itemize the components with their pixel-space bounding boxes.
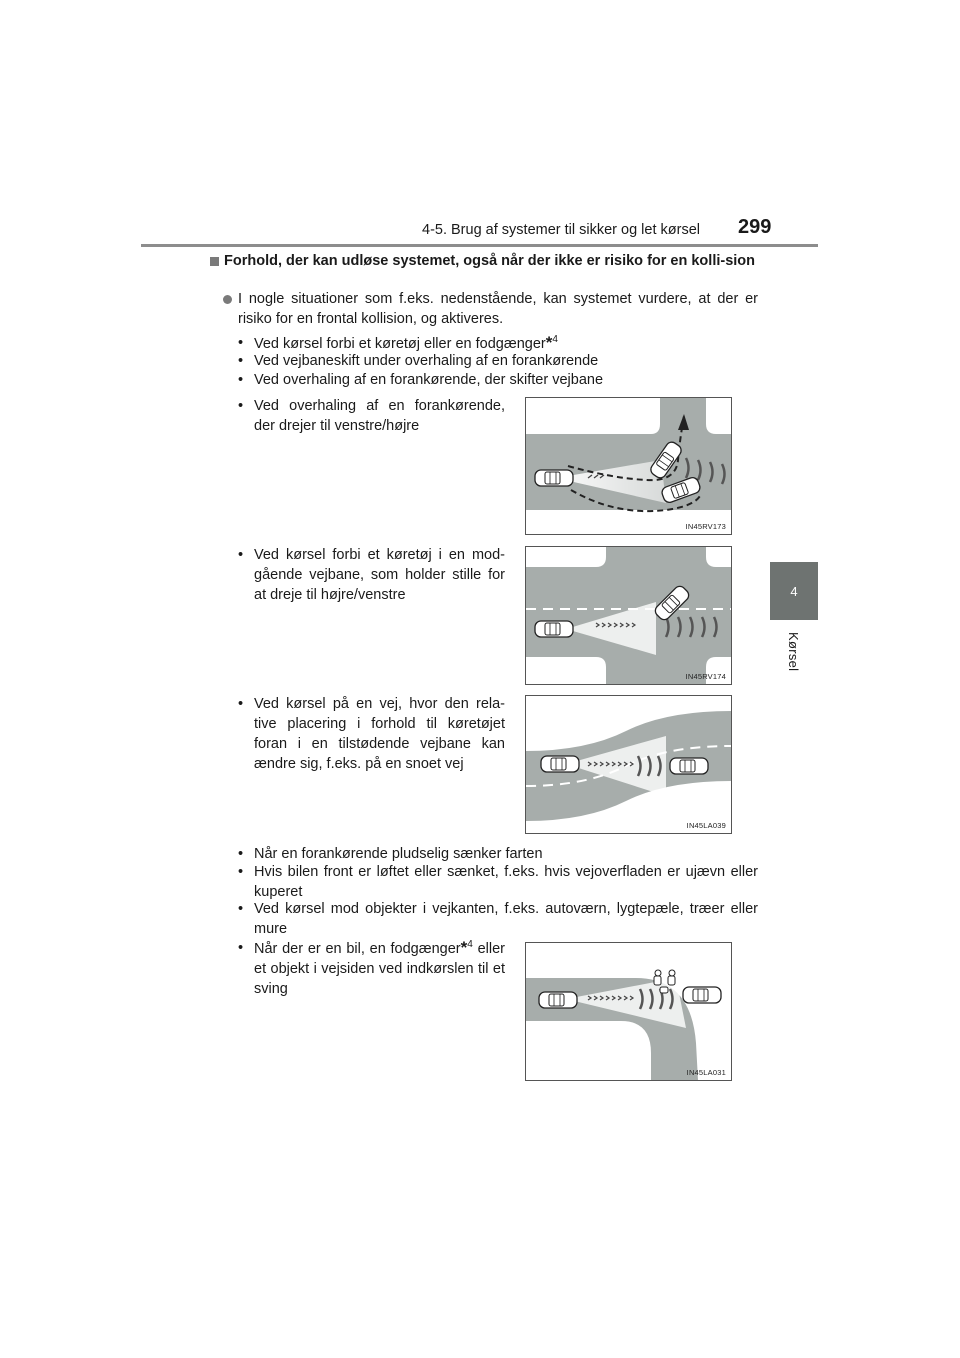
bullet-glyph: •	[238, 901, 244, 917]
list-item	[238, 844, 758, 864]
figure-oncoming-vehicle	[525, 546, 732, 685]
list-item	[238, 862, 758, 902]
illustration	[526, 696, 731, 833]
heading-square-icon	[210, 257, 219, 266]
bullet-glyph: •	[238, 372, 244, 388]
figure-turning-vehicle	[525, 397, 732, 535]
list-item-text: Ved kørsel forbi et køretøj eller en fodgænger	[254, 336, 546, 352]
illustration	[526, 547, 731, 684]
list-item-text: Ved overhaling af en forankørende, der drejer til venstre/højre	[254, 398, 505, 434]
list-item-text: Ved kørsel forbi et køretøj i en mod-gående vejbane, som holder stille for at dreje til højre/venstre	[254, 547, 505, 603]
list-item-text: Ved vejbaneskift under overhaling af en forankørende	[254, 353, 599, 369]
figure-id: IN45LA031	[686, 1068, 726, 1077]
bullet-glyph: •	[238, 547, 244, 563]
list-item	[238, 899, 758, 939]
list-item	[238, 351, 758, 371]
figure-id: IN45RV174	[685, 672, 726, 681]
list-item	[238, 396, 505, 436]
bullet-glyph: •	[238, 696, 244, 712]
circle-bullet-icon	[223, 295, 232, 304]
page-number: 299	[738, 216, 772, 238]
figure-curve-entry	[525, 942, 732, 1081]
footnote-ref: 4	[467, 939, 473, 950]
figure-winding-road	[525, 695, 732, 834]
illustration	[526, 398, 731, 534]
list-item-text: Når en forankørende pludselig sænker farten	[254, 846, 543, 862]
bullet-glyph: •	[238, 335, 244, 351]
list-item	[238, 938, 505, 999]
list-item	[238, 694, 505, 774]
bullet-glyph: •	[238, 864, 244, 880]
figure-id: IN45LA039	[686, 821, 726, 830]
list-item	[238, 370, 758, 390]
list-item-text: Ved kørsel mod objekter i vejkanten, f.eks. autoværn, lygtepæle, træer eller mure	[254, 901, 758, 937]
section-heading: Forhold, der kan udløse systemet, også når der ikke er risiko for en kolli-sion	[224, 253, 756, 269]
chapter-label: Kørsel	[786, 632, 801, 672]
section-title: 4-5. Brug af systemer til sikker og let kørsel	[422, 222, 700, 238]
bullet-glyph: •	[238, 398, 244, 414]
footnote-ref: 4	[552, 334, 558, 345]
illustration	[526, 943, 731, 1080]
note-star: *	[460, 938, 468, 957]
chapter-tab[interactable]: 4	[770, 562, 818, 620]
bullet-glyph: •	[238, 353, 244, 369]
note-star: *	[545, 333, 553, 352]
bullet-glyph: •	[238, 846, 244, 862]
list-item-text: Hvis bilen front er løftet eller sænket, f.eks. hvis vejoverfladen er ujævn eller kuperet	[254, 864, 758, 900]
intro-paragraph: I nogle situationer som f.eks. nedenstående, kan systemet vurdere, at der er risiko for en frontal kollision, og aktiveres.	[238, 291, 758, 327]
list-item-text: Ved overhaling af en forankørende, der skifter vejbane	[254, 372, 604, 388]
list-item	[238, 545, 505, 605]
header-divider	[141, 244, 818, 247]
list-item-text-cont: eller et objekt i vejsiden ved indkørslen til et sving	[254, 941, 505, 997]
list-item-text: Når der er en bil, en fodgænger	[254, 941, 461, 957]
list-item-text: Ved kørsel på en vej, hvor den rela-tive placering i forhold til køretøjet foran i en tilstødende vejbane kan ændre sig, f.eks. på en snoet vej	[254, 696, 505, 772]
bullet-glyph: •	[238, 940, 244, 956]
figure-id: IN45RV173	[685, 522, 726, 531]
